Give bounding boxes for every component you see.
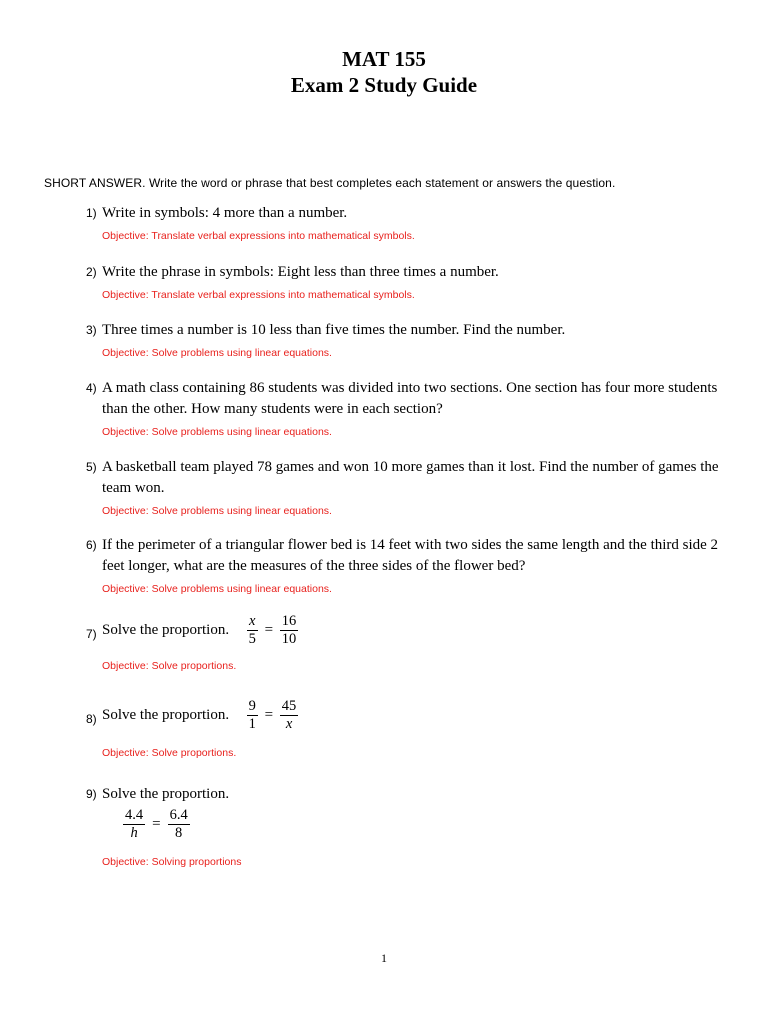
question-8	[86, 698, 726, 759]
question-6	[86, 535, 726, 595]
question-9	[86, 784, 726, 868]
denominator: x	[285, 716, 293, 732]
question-text: Write the phrase in symbols: Eight less than three times a number.	[102, 264, 499, 280]
fraction-rhs	[280, 613, 299, 648]
section-heading: SHORT ANSWER. Write the word or phrase that best completes each statement or answers the question.	[44, 176, 616, 190]
proportion-expression	[123, 807, 726, 842]
equals-sign: =	[152, 816, 161, 832]
page-number: 1	[381, 951, 387, 965]
question-number: 8)	[86, 712, 97, 726]
fraction-lhs	[123, 807, 145, 842]
question-objective: Objective: Solving proportions	[102, 856, 242, 868]
numerator: 9	[248, 698, 256, 714]
denominator: 5	[248, 631, 256, 647]
denominator: 10	[281, 631, 297, 647]
question-objective: Objective: Solve problems using linear equations.	[102, 426, 332, 438]
question-text: Solve the proportion.	[102, 786, 230, 802]
denominator: 1	[248, 716, 256, 732]
numerator: 45	[281, 698, 297, 714]
question-objective: Objective: Solve problems using linear equations.	[102, 347, 332, 359]
numerator: 16	[281, 613, 297, 629]
question-number: 2)	[86, 265, 97, 279]
question-number: 7)	[86, 627, 97, 641]
question-2	[86, 262, 726, 301]
question-text: A math class containing 86 students was divided into two sections. One section has four more students than the other. How many students were in each section?	[102, 380, 718, 417]
question-text-row	[102, 698, 726, 733]
question-number: 1)	[86, 206, 97, 220]
question-text: A basketball team played 78 games and won 10 more games than it lost. Find the number of games the team won.	[102, 459, 719, 496]
question-text: If the perimeter of a triangular flower bed is 14 feet with two sides the same length and the third side 2 feet longer, what are the measures of the three sides of the flower bed?	[102, 537, 719, 574]
question-number: 3)	[86, 323, 97, 337]
numerator: x	[247, 613, 258, 631]
question-text: Solve the proportion.	[102, 621, 230, 638]
fraction-rhs	[168, 807, 190, 842]
question-objective: Objective: Solve proportions.	[102, 660, 237, 672]
question-5	[86, 457, 726, 517]
question-number: 4)	[86, 381, 97, 395]
question-number: 5)	[86, 460, 97, 474]
question-text: Solve the proportion.	[102, 706, 230, 723]
question-objective: Objective: Solve proportions.	[102, 747, 237, 759]
denominator: h	[130, 825, 138, 841]
question-objective: Objective: Solve problems using linear equations.	[102, 505, 332, 517]
equals-sign: =	[264, 622, 274, 638]
question-4	[86, 378, 726, 438]
denominator: 8	[175, 825, 183, 841]
question-text-row	[102, 613, 726, 648]
numerator: 4.4	[125, 807, 144, 823]
document-title: Exam 2 Study Guide	[290, 73, 478, 97]
question-3	[86, 320, 726, 359]
equals-sign: =	[264, 707, 274, 723]
question-text: Three times a number is 10 less than five times the number. Find the number.	[102, 322, 566, 338]
question-number: 6)	[86, 538, 97, 552]
course-title: MAT 155	[342, 47, 426, 71]
fraction-lhs	[247, 698, 258, 733]
question-objective: Objective: Solve problems using linear equations.	[102, 583, 332, 595]
fraction-lhs	[247, 613, 258, 648]
question-7	[86, 613, 726, 672]
question-objective: Objective: Translate verbal expressions into mathematical symbols.	[102, 289, 415, 301]
numerator: 6.4	[169, 807, 188, 823]
question-objective: Objective: Translate verbal expressions into mathematical symbols.	[102, 230, 415, 242]
question-text: Write in symbols: 4 more than a number.	[102, 205, 348, 221]
question-number: 9)	[86, 787, 97, 801]
fraction-rhs	[280, 698, 299, 733]
question-1	[86, 203, 726, 242]
